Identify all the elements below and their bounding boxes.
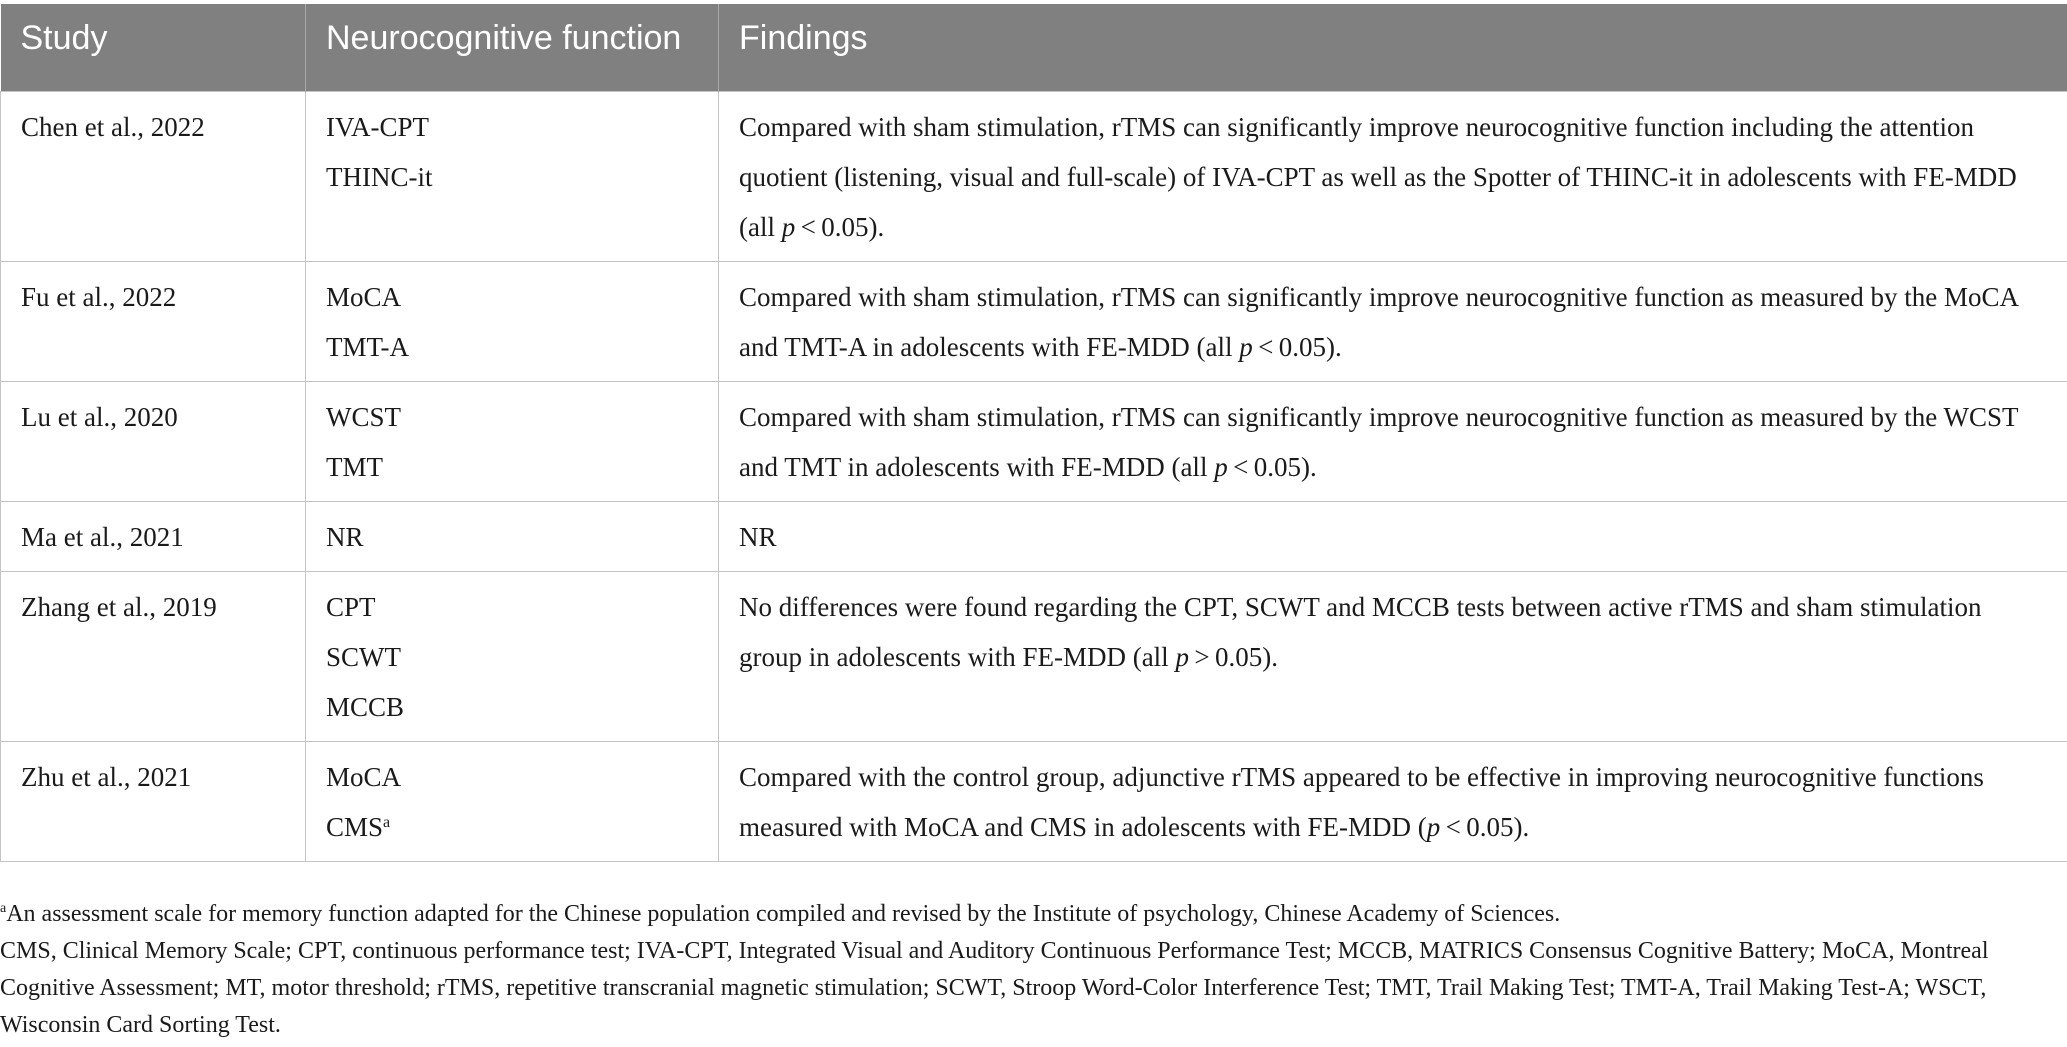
function-cell: [306, 571, 719, 741]
table-row: [1, 261, 2067, 381]
study-cell: Zhang et al., 2019: [1, 571, 306, 741]
table-row: [1, 571, 2067, 741]
p-value: > 0.05).: [1188, 641, 1278, 672]
p-value: < 0.05).: [1440, 811, 1530, 842]
findings-cell: [719, 571, 2067, 741]
p-symbol: p: [781, 211, 796, 242]
function-item: SCWT: [326, 641, 402, 672]
function-item: NR: [326, 521, 364, 552]
function-cell: [306, 381, 719, 501]
footnote-a-text: An assessment scale for memory function adapted for the Chinese population compiled and revised by the Institute of psychology, Chinese Academy of Sciences.: [6, 901, 1561, 927]
findings-text: Compared with sham stimulation, rTMS can significantly improve neurocognitive function as measured by the MoCA and TMT-A in adolescents with FE-MDD (all: [739, 281, 2018, 362]
function-cell: [306, 261, 719, 381]
function-item: THINC-it: [326, 161, 433, 192]
findings-cell: [719, 501, 2067, 571]
header-study: Study: [1, 4, 306, 91]
findings-cell: [719, 261, 2067, 381]
function-cell: [306, 501, 719, 571]
header-findings: Findings: [719, 4, 2067, 91]
table-row: [1, 741, 2067, 861]
findings-cell: [719, 381, 2067, 501]
findings-text: Compared with sham stimulation, rTMS can significantly improve neurocognitive function including the attention quotient (listening, visual and full-scale) of IVA-CPT as well as the Spotter of THINC-it in adolescents with FE-MDD (all: [739, 111, 2017, 242]
p-symbol: p: [1175, 641, 1189, 672]
function-item: MoCA: [326, 281, 402, 312]
function-cell: [306, 741, 719, 861]
p-value: < 0.05).: [1227, 451, 1317, 482]
function-item: TMT: [326, 451, 383, 482]
function-item: IVA-CPT: [326, 111, 430, 142]
abbreviations-note: CMS, Clinical Memory Scale; CPT, continuous performance test; IVA-CPT, Integrated Visual and Auditory Continuous Performance Test; MCCB, MATRICS Consensus Cognitive Battery; MoCA, Montreal Cognitive Assessment; MT, motor threshold; rTMS, repetitive transcranial magnetic stimulation; SCWT, Stroop Word-Color Interference Test; TMT, Trail Making Test; TMT-A, Trail Making Test-A; WSCT, Wisconsin Card Sorting Test.: [0, 938, 1989, 1038]
table-header: [1, 4, 2067, 91]
table-row: [1, 91, 2067, 261]
function-item: CPT: [326, 591, 376, 622]
function-item: MoCA: [326, 761, 402, 792]
findings-text: No differences were found regarding the CPT, SCWT and MCCB tests between active rTMS and sham stimulation group in adolescents with FE-MDD (all: [739, 591, 1982, 672]
header-neurocognitive-function: Neurocognitive function: [306, 4, 719, 91]
function-item: MCCB: [326, 691, 405, 722]
findings-cell: [719, 741, 2067, 861]
study-cell: Ma et al., 2021: [1, 501, 306, 571]
findings-cell: [719, 91, 2067, 261]
table-footnotes: [0, 896, 2067, 1044]
p-symbol: p: [1426, 811, 1441, 842]
p-value: < 0.05).: [1252, 331, 1342, 362]
study-cell: Lu et al., 2020: [1, 381, 306, 501]
findings-text: NR: [739, 521, 777, 552]
footnote-a: [0, 896, 2067, 933]
footnote-marker: a: [0, 901, 7, 916]
p-symbol: p: [1239, 331, 1253, 362]
p-symbol: p: [1214, 451, 1228, 482]
study-cell: Fu et al., 2022: [1, 261, 306, 381]
p-value: < 0.05).: [795, 211, 885, 242]
function-cell: [306, 91, 719, 261]
header-row: [1, 4, 2067, 91]
function-item: CMS: [326, 811, 384, 842]
table-row: [1, 381, 2067, 501]
study-cell: Chen et al., 2022: [1, 91, 306, 261]
footnote-marker: a: [383, 813, 391, 831]
function-item-with-footnote: [326, 802, 698, 852]
findings-text: Compared with the control group, adjunctive rTMS appeared to be effective in improving neurocognitive functions measured with MoCA and CMS in adolescents with FE-MDD (: [739, 761, 1984, 842]
study-cell: Zhu et al., 2021: [1, 741, 306, 861]
studies-table: [0, 4, 2067, 862]
function-item: TMT-A: [326, 331, 410, 362]
table-row: [1, 501, 2067, 571]
findings-text: Compared with sham stimulation, rTMS can significantly improve neurocognitive function as measured by the WCST and TMT in adolescents with FE-MDD (all: [739, 401, 2019, 482]
function-item: WCST: [326, 401, 402, 432]
